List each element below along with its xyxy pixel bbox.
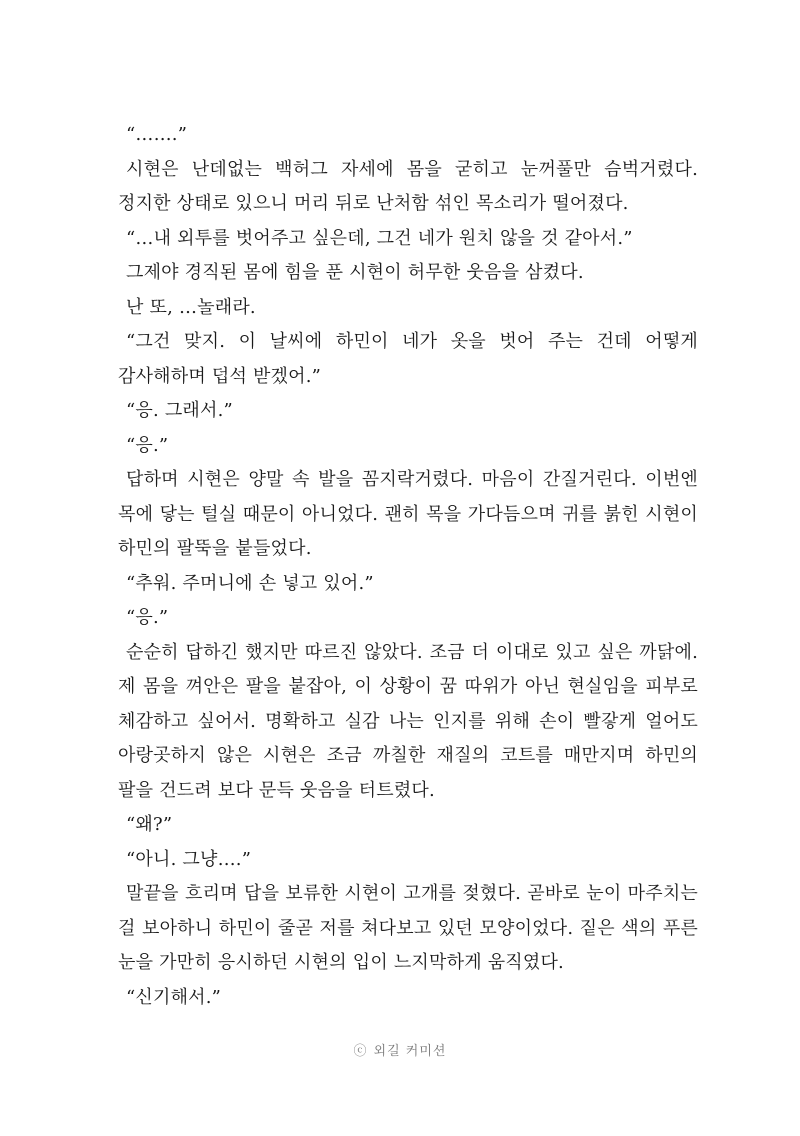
copyright-footer xyxy=(0,1040,800,1059)
paragraph: “추워. 주머니에 손 넣고 있어.” xyxy=(126,572,374,594)
paragraph: “그건 맞지. 이 날씨에 하민이 네가 옷을 벗어 주는 건데 어떻게 감사해하며 덥석 받겠어.” xyxy=(118,331,698,387)
paragraph: 답하며 시현은 양말 속 발을 꼼지락거렸다. 마음이 간질거린다. 이번엔 목에 닿는 털실 때문이 아니었다. 괜히 목을 가다듬으며 귀를 붉힌 시현이 하민의 팔뚝을 붙들었다. xyxy=(118,469,698,559)
footer-text: 외길 커미션 xyxy=(373,1044,447,1059)
paragraph: “응. 그래서.” xyxy=(126,400,233,421)
story-text xyxy=(118,118,698,1015)
copyright-icon: ⓒ xyxy=(353,1044,368,1059)
paragraph: 시현은 난데없는 백허그 자세에 몸을 굳히고 눈꺼풀만 슴벅거렸다. 정지한 상태로 있으니 머리 뒤로 난처함 섞인 목소리가 떨어졌다. xyxy=(118,158,698,214)
paragraph: “아니. 그냥….” xyxy=(126,848,252,870)
paragraph: “왜?” xyxy=(126,814,173,835)
paragraph: 난 또, …놀래라. xyxy=(126,296,256,318)
paragraph: “신기해서.” xyxy=(126,986,222,1008)
paragraph: “…내 외투를 벗어주고 싶은데, 그건 네가 원치 않을 것 같아서.” xyxy=(126,227,633,249)
paragraph: 말끝을 흐리며 답을 보류한 시현이 고개를 젖혔다. 곧바로 눈이 마주치는 걸 보아하니 하민이 줄곧 저를 쳐다보고 있던 모양이었다. 짙은 색의 푸른 눈을 가만히 응시하던 시현의 입이 느지막하게 움직였다. xyxy=(118,883,698,973)
paragraph: 순순히 답하긴 했지만 따르진 않았다. 조금 더 이대로 있고 싶은 까닭에. 제 몸을 껴안은 팔을 붙잡아, 이 상황이 꿈 따위가 아닌 현실임을 피부로 체감하고 싶어서. 명확하고 실감 나는 인지를 위해 손이 빨갛게 얼어도 아랑곳하지 않은 시현은 조금 까칠한 재질의 코트를 매만지며 하민의 팔을 건드려 보다 문득 웃음을 터트렸다. xyxy=(118,641,698,801)
paragraph: “…….” xyxy=(126,124,188,145)
paragraph: 그제야 경직된 몸에 힘을 푼 시현이 허무한 웃음을 삼켰다. xyxy=(126,262,584,283)
paragraph: “응.” xyxy=(126,607,169,628)
paragraph: “응.” xyxy=(126,434,169,456)
